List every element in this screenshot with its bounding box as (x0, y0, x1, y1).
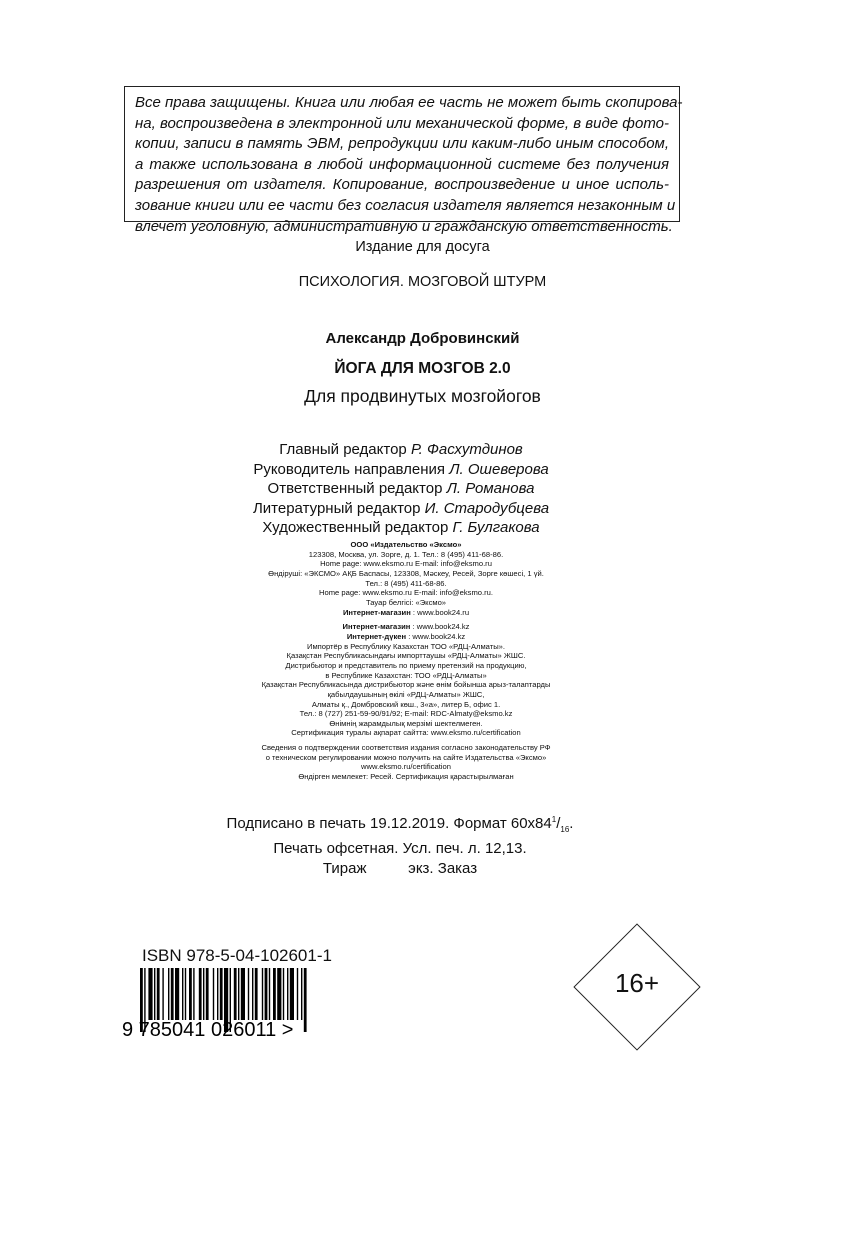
editor-role: Ответственный редактор (267, 480, 443, 498)
online-shop-label: Интернет-магазин (342, 622, 411, 632)
importer-line: Сертификация туралы ақпарат сайтта: www.eksmo.ru/certification (291, 728, 521, 738)
copyright-line: влечет уголовную, административную и гражданскую ответственность. (135, 217, 673, 235)
online-shop-label: Интернет-дүкен (346, 631, 407, 641)
editor-name: Л. Романова (446, 480, 535, 498)
copyright-notice-box (124, 86, 683, 235)
barcode-bar (252, 968, 253, 1020)
editor-name: Г. Булгакова (452, 519, 540, 537)
certification-line: www.eksmo.ru/certification (361, 762, 451, 772)
print-info (0, 810, 800, 878)
editor-row (0, 518, 802, 538)
barcode-bar (157, 968, 160, 1020)
importer-line: в Республике Казахстан: ТОО «РДЦ-Алматы» (325, 670, 487, 680)
publisher-kz-maker: Өндіруші: «ЭКСМО» АҚБ Баспасы, 123308, Мәскеу, Ресей, Зорге көшесі, 1 үй. (268, 568, 544, 578)
barcode-image (122, 968, 352, 1048)
importer-line: Қазақстан Республикасында дистрибьютор және өнім бойынша арыз-талаптарды (261, 680, 551, 690)
barcode-bar (193, 968, 194, 1020)
copyright-line: зование книги или ее части без согласия издателя является незаконным и (135, 196, 676, 214)
barcode-bar (262, 968, 263, 1020)
barcode-bar (162, 968, 163, 1020)
barcode-bar (182, 968, 183, 1020)
importer-line: Дистрибьютор и представитель по приему претензий на продукцию, (285, 660, 527, 670)
certification-line: Сведения о подтверждении соответствия издания согласно законодательству РФ (261, 743, 551, 753)
certification-line: о техническом регулировании можно получить на сайте Издательства «Эксмо» (265, 752, 547, 762)
series-name: ПСИХОЛОГИЯ. МОЗГОВОЙ ШТУРМ (298, 274, 547, 290)
barcode-bar (297, 968, 298, 1020)
format-denominator: 16 (560, 825, 570, 834)
author-name: Александр Добровинский (325, 330, 520, 347)
barcode-bar (168, 968, 169, 1020)
editor-name: Л. Ошеверова (449, 460, 549, 478)
barcode-bar (217, 968, 218, 1020)
barcode-bar (269, 968, 270, 1020)
importer-line: Қазақстан Республикасындағы импорттаушы «РДЦ-Алматы» ЖШС. (286, 651, 526, 661)
importer-line: Алматы қ., Домбровский көш., 3«а», литер Б, офис 1. (311, 699, 501, 709)
editor-role: Художественный редактор (262, 519, 449, 537)
barcode-bar (199, 968, 202, 1020)
editor-name: Р. Фасхутдинов (410, 441, 523, 458)
barcode-bar (304, 968, 307, 1032)
book-title: ЙОГА ДЛЯ МОЗГОВ 2.0 (334, 360, 511, 377)
format-end: . (569, 815, 574, 832)
editor-row (0, 479, 802, 499)
online-shop-url: : www.book24.kz (406, 631, 466, 641)
barcode-digits: 9 785041 026011 > (122, 1019, 294, 1041)
barcode-bar (241, 968, 245, 1020)
importer-line: Тел.: 8 (727) 251-59-90/91/92; E-mail: RDC-Almaty@eksmo.kz (299, 709, 513, 719)
barcode-bar (203, 968, 204, 1020)
barcode-bar (290, 968, 294, 1020)
copyright-line: на, воспроизведена в электронной или механической форме, в виде фото- (135, 114, 669, 132)
barcode-bar (248, 968, 249, 1020)
copyright-line: копии, записи в память ЭВМ, репродукции или каким-либо иным способом, (135, 135, 669, 153)
online-shop-kz (0, 622, 812, 632)
barcode-bar (206, 968, 209, 1020)
online-shop-label: Интернет-магазин (342, 607, 411, 617)
book-subtitle: Для продвинутых мозгойогов (304, 386, 541, 406)
barcode-bar (234, 968, 237, 1020)
barcode-bar (277, 968, 281, 1020)
format-numerator: 1 (551, 815, 557, 824)
isbn-label: ISBN 978-5-04-102601-1 (142, 946, 332, 965)
editor-row (0, 460, 802, 480)
online-shop-ru (0, 608, 812, 618)
barcode-bar (189, 968, 192, 1020)
barcode-bar (238, 968, 239, 1020)
age-rating-badge (574, 924, 700, 1050)
print-run-line: Тираж экз. Заказ (322, 859, 478, 877)
editor-role: Руководитель направления (253, 460, 446, 478)
online-shop-kz-2 (0, 632, 812, 642)
publisher-web: Home page: www.eksmo.ru E-mail: info@eksmo.ru (320, 559, 492, 569)
copyright-line: Все права защищены. Книга или любая ее часть не может быть скопирова- (135, 94, 683, 111)
publisher-kz-web: Home page: www.eksmo.ru E-mail: info@eksmo.ru. (319, 588, 493, 598)
barcode-bar (273, 968, 276, 1020)
online-shop-url: : www.book24.ru (410, 607, 470, 617)
importer-line: Импортёр в Республику Казахстан ТОО «РДЦ-Алматы». (306, 641, 505, 651)
barcode-bar (148, 968, 152, 1020)
importer-line: Өнімнің жарамдылық мерзімі шектелмеген. (329, 718, 483, 728)
copyright-line: а также использована в любой информационной системе без получения (135, 155, 669, 173)
publisher-name: ООО «Издательство «Эксмо» (350, 540, 462, 549)
barcode-bar (265, 968, 268, 1020)
editors-list (0, 440, 802, 538)
editor-role: Главный редактор (279, 441, 407, 458)
age-rating-label: 16+ (614, 968, 660, 998)
importer-line: қабылдаушының өкілі «РДЦ-Алматы» ЖШС, (327, 689, 485, 699)
publisher-info (0, 540, 812, 782)
print-signed-line: Подписано в печать 19.12.2019. Формат $60х84^1/_{16}$. (226, 815, 574, 834)
edition-type: Издание для досуга (355, 239, 490, 255)
editor-row (0, 440, 802, 460)
barcode-bar (154, 968, 155, 1020)
barcode-bar (175, 968, 179, 1020)
editor-row (0, 499, 802, 519)
copyright-line: разрешения от издателя. Копирование, воспроизведение и иное исполь- (135, 176, 669, 194)
barcode-bar (283, 968, 284, 1020)
barcode-bar (185, 968, 186, 1020)
online-shop-url: : www.book24.kz (410, 622, 470, 632)
barcode-bar (301, 968, 302, 1020)
certification-line: Өндірген мемлекет: Ресей. Сертификация қарастырылмаған (298, 772, 514, 782)
barcode-bar (213, 968, 214, 1020)
print-signed-text: Подписано в печать 19.12.2019. Формат 60х84 (226, 815, 552, 832)
editor-role: Литературный редактор (252, 499, 421, 517)
barcode-bar (255, 968, 258, 1020)
publisher-kz-phone: Тел.: 8 (495) 411-68-86. (365, 578, 447, 588)
barcode-bar (287, 968, 288, 1020)
barcode-bar (171, 968, 174, 1020)
barcode-bar (220, 968, 223, 1020)
print-line: Печать офсетная. Усл. печ. л. 12,13. (273, 840, 527, 858)
publisher-address: 123308, Москва, ул. Зорге, д. 1. Тел.: 8 (495) 411-68-86. (308, 549, 504, 559)
publisher-trademark: Тауар белгісі: «Эксмо» (365, 597, 447, 607)
editor-name: И. Стародубцева (424, 499, 550, 517)
